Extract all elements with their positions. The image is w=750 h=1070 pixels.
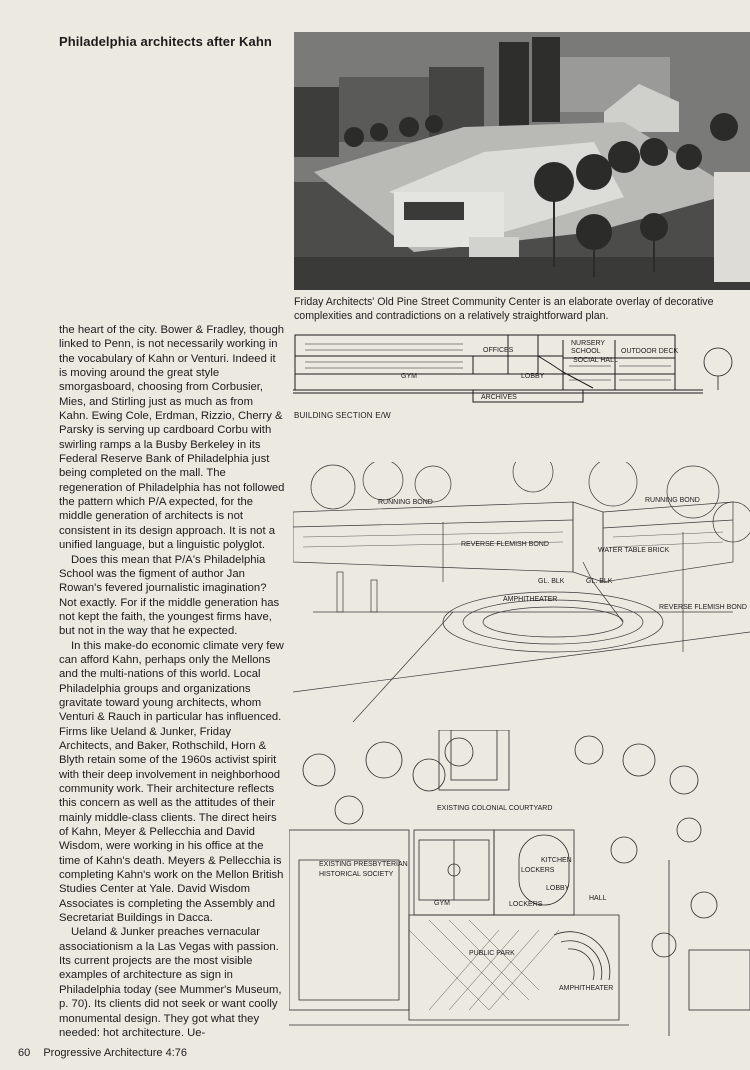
plan-label-historical-society: HISTORICAL SOCIETY — [319, 871, 394, 878]
plan-label-hall: HALL — [589, 895, 607, 902]
perspective-label-reverse-flemish-bond: REVERSE FLEMISH BOND — [461, 541, 549, 548]
perspective-label-running-bond-left: RUNNING BOND — [378, 499, 433, 506]
section-drawing-title: BUILDING SECTION E/W — [294, 411, 391, 420]
model-photograph — [294, 32, 750, 290]
plan-label-public-park: PUBLIC PARK — [469, 950, 515, 957]
plan-label-gym: GYM — [434, 900, 450, 907]
paragraph: the heart of the city. Bower & Fradley, though linked to Penn, is not necessarily working in the vocabulary of Kahn or Venturi. Indeed it is moving around the great style smorgasboard, choosing from Corbusier, Mies, and Stirling just as much as from Kahn. Ewing Cole, Erdman, Rizzio, Cherry & Parsky is serving up cardboard Corbu with swirling ramps a la Busby Berkeley in its Federal Reserve Bank of Philadelphia just being completed on the mall. The regeneration of Philadelphia has not followed the pattern which P/A expected, for the middle generation of architects is not consistent in its design approach. It is not a unified language, but a linguistic polyglot. — [59, 324, 285, 552]
perspective-label-gl-blk-right: GL. BLK — [586, 578, 613, 585]
plan-label-lockers-top: LOCKERS — [521, 867, 555, 874]
body-text-column — [59, 323, 285, 1040]
paragraph: Does this mean that P/A's Philadelphia School was the figment of author Jan Rowan's fevered journalistic imagination? Not exactly. For if the middle generation has not kept the faith, the youngest firms have, but not in the way that he expected. — [59, 553, 280, 638]
perspective-label-running-bond-right: RUNNING BOND — [645, 497, 700, 504]
publication-title: Progressive Architecture 4:76 — [43, 1047, 187, 1059]
photo-caption: Friday Architects' Old Pine Street Community Center is an elaborate overlay of decorative complexities and contradictions on a relatively straightforward plan. — [294, 296, 714, 323]
paragraph: Ueland & Junker preaches vernacular associationism a la Las Vegas with passion. Its current projects are the most visible examples of architecture as sign in Philadelphia today (see Mummer's Museum, p. 70). Its clients did not seek or want coolly monumental design. They got what they needed: hot architecture. Ue- — [59, 926, 282, 1039]
page-number: 60 — [18, 1047, 31, 1059]
site-plan-drawing — [289, 730, 750, 1036]
section-label-outdoor-deck: OUTDOOR DECK — [621, 348, 679, 355]
building-section-drawing — [293, 330, 750, 412]
perspective-label-reverse-flemish-bond-right: REVERSE FLEMISH BOND — [659, 604, 747, 611]
plan-label-lockers-bottom: LOCKERS — [509, 901, 543, 908]
article-heading: Philadelphia architects after Kahn — [59, 34, 272, 49]
plan-label-existing-presbyterian: EXISTING PRESBYTERIAN — [319, 861, 408, 868]
section-label-social-hall: SOCIAL HALL — [573, 357, 618, 364]
section-label-school: SCHOOL — [571, 348, 601, 355]
plan-label-amphitheater: AMPHITHEATER — [559, 985, 614, 992]
perspective-label-amphitheater: AMPHITHEATER — [503, 596, 558, 603]
plan-label-kitchen: KITCHEN — [541, 857, 572, 864]
section-label-archives: ARCHIVES — [481, 394, 517, 401]
section-label-offices: OFFICES — [483, 347, 514, 354]
perspective-label-water-table-brick: WATER TABLE BRICK — [598, 547, 670, 554]
plan-label-existing-colonial-courtyard: EXISTING COLONIAL COURTYARD — [437, 805, 553, 812]
section-label-lobby: LOBBY — [521, 373, 545, 380]
section-label-gym: GYM — [401, 373, 417, 380]
perspective-drawing — [293, 462, 750, 722]
section-label-nursery: NURSERY — [571, 340, 606, 347]
plan-label-lobby: LOBBY — [546, 885, 570, 892]
page-footer — [18, 1047, 187, 1059]
perspective-label-gl-blk-left: GL. BLK — [538, 578, 565, 585]
paragraph: In this make-do economic climate very few can afford Kahn, perhaps only the Mellons and the multi-nations of this world. Local Philadelphia groups and organizations gravitate toward young architects, whom Venturi & Rauch in particular has influenced. Firms like Ueland & Junker, Friday Architects, and Baker, Rothschild, Horn & Blyth retain some of the 1960s activist spirit with their deep involvement in neighborhood community work. Their architecture reflects this concern as well as the attitudes of their mainly middle-class clients. The direct heirs of Kahn, Meyer & Pellecchia and David Wisdom, were working in his office at the time of Kahn's death. Meyers & Pellecchia is completing Kahn's work on the Mellon British Studies Center at Yale. David Wisdom Associates is completing the Assembly and Secretariat Buildings in Dacca. — [59, 639, 284, 925]
